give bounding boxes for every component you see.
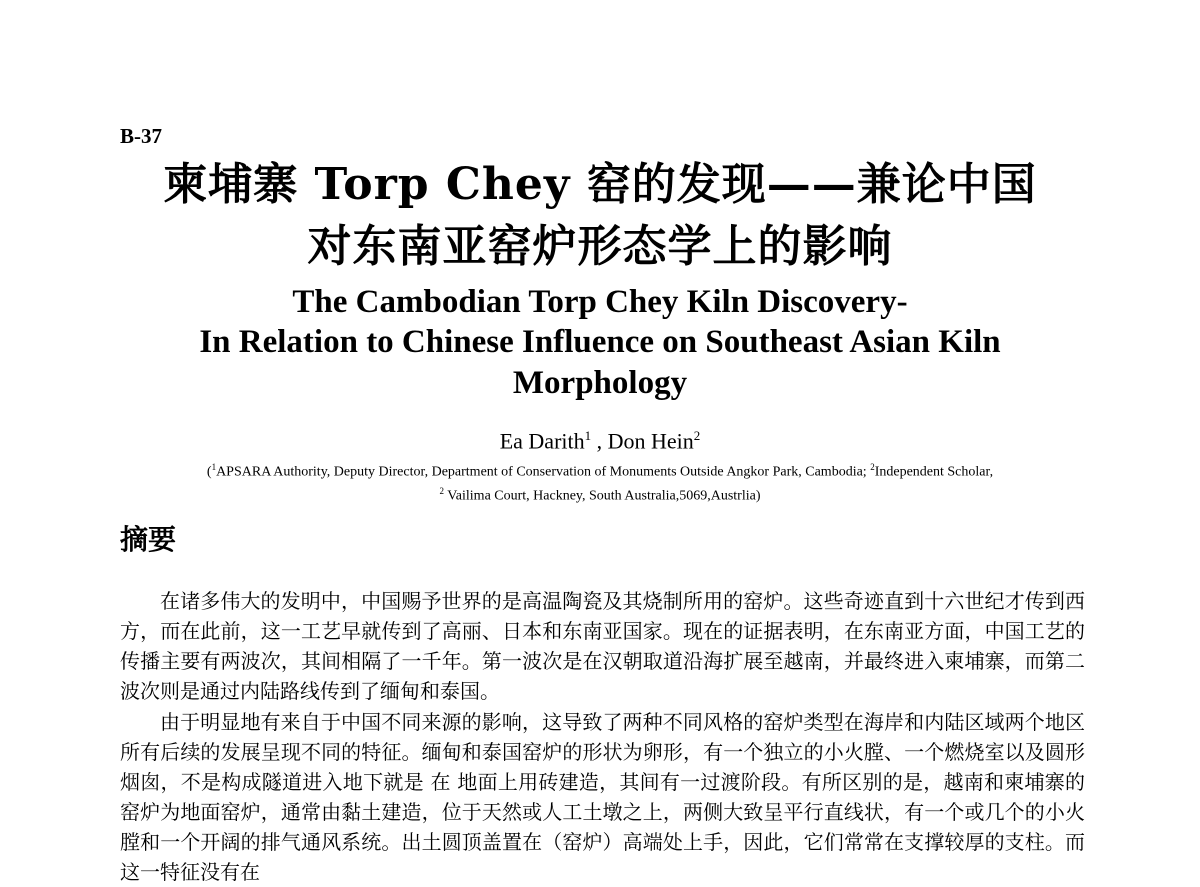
affil-text-3: Vailima Court, Hackney, South Australia,5069,Austrlia) — [443, 488, 761, 504]
affil-open-paren: ( — [206, 464, 212, 480]
title-cn-line-1: 柬埔寨 Torp Chey 窑的发现——兼论中国 — [163, 159, 1037, 210]
author-1-affil-mark: 1 — [584, 428, 592, 443]
abstract-paragraph-2: 由于明显地有来自于中国不同来源的影响，这导致了两种不同风格的窑炉类型在海岸和内陆区域两个地区所有后续的发展呈现不同的特征。缅甸和泰国窑炉的形状为卵形，有一个独立的小火膛、一个燃烧室以及圆形烟囱，不是构成隧道进入地下就是 在 地面上用砖建造，其间有一过渡阶段。有所区别的是，越南和柬埔寨的窑炉为地面窑炉，通常由黏土建造，位于天然或人工土墩之上，两侧大致呈平行直线状，有一个或几个的小火膛和一个开阔的排气通风系统。出土圆顶盖置在（窑炉）高端处上手，因此，它们常常在支撑较厚的支柱。而这一特征没有在 — [120, 710, 1085, 884]
author-2: Don Hein — [607, 428, 694, 454]
title-en-line-3: Morphology — [512, 365, 688, 401]
title-cn-line-2: 对东南亚窑炉形态学上的影响 — [307, 221, 893, 272]
affil-text-2: Independent Scholar, — [874, 464, 994, 480]
author-separator: , — [591, 428, 608, 454]
affil-mark-1: 1 — [211, 462, 217, 472]
abstract-heading: 摘要 — [120, 523, 177, 556]
paper-code: B-37 — [120, 124, 162, 148]
author-2-affil-mark: 2 — [693, 428, 701, 443]
title-en-line-2: In Relation to Chinese Influence on Southeast Asian Kiln — [199, 324, 1001, 360]
affil-mark-2: 2 — [870, 462, 875, 472]
abstract-paragraph-1: 在诸多伟大的发明中，中国赐予世界的是高温陶瓷及其烧制所用的窑炉。这些奇迹直到十六世纪才传到西方，而在此前，这一工艺早就传到了高丽、日本和东南亚国家。现在的证据表明，在东南亚方面，中国工艺的传播主要有两波次，其间相隔了一千年。第一波次是在汉朝取道沿海扩展至越南，并最终进入柬埔寨，而第二波次则是通过内陆路线传到了缅甸和泰国。 — [120, 589, 1085, 703]
author-line — [0, 428, 1200, 454]
author-1: Ea Darith — [499, 428, 585, 454]
affil-mark-3: 2 — [439, 485, 444, 496]
affiliation — [120, 458, 1080, 505]
affil-text-1: APSARA Authority, Deputy Director, Department of Conservation of Monuments Outside Angkor Park, Cambodia; — [216, 464, 871, 480]
title-en-line-1: The Cambodian Torp Chey Kiln Discovery- — [292, 284, 908, 320]
